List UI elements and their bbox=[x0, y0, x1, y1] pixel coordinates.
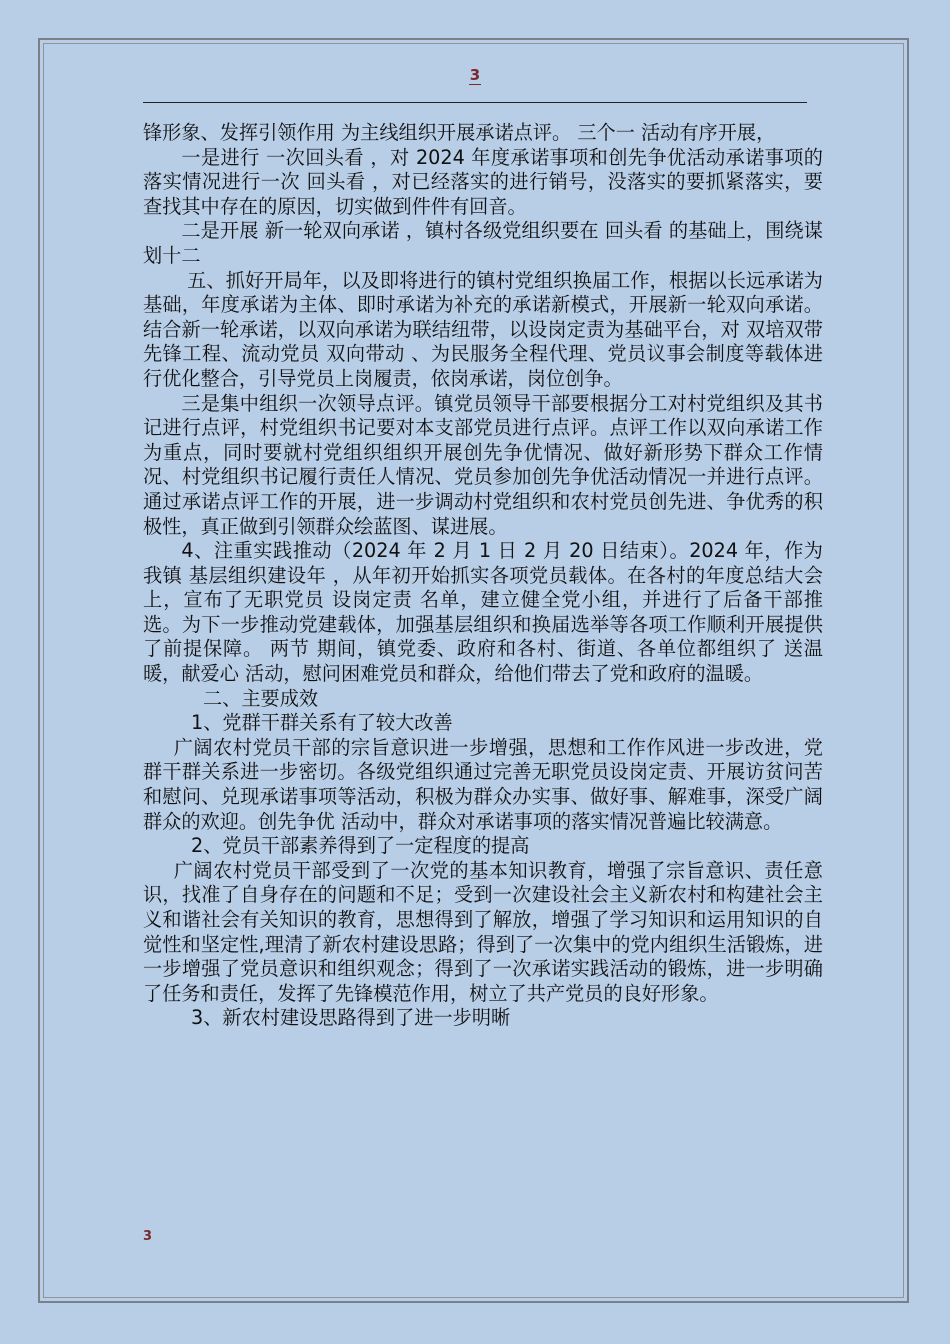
footer-page-number: 3 bbox=[143, 1229, 153, 1244]
subsection-heading: 1、党群干群关系有了较大改善 bbox=[191, 711, 453, 735]
header-rule bbox=[143, 102, 807, 103]
paragraph: 二是开展 新一轮双向承诺 ，镇村各级党组织要在 回头看 的基础上，围绕谋划十二 bbox=[143, 219, 823, 267]
paragraph: 五、抓好开局年，以及即将进行的镇村党组织换届工作，根据以长远承诺为基础，年度承诺为主体、即时承诺为补充的承诺新模式，开展新一轮双向承诺。结合新一轮承诺，以双向承诺为联结纽带，以设岗定责为基础平台，对 双培双带 先锋工程、流动党员 双向带动 、为民服务全程代理、党员议事会制度等载体进行优化整合，引导党员上岗履责，依岗承诺，岗位创争。 bbox=[143, 268, 823, 390]
paragraph: 广阔农村党员干部的宗旨意识进一步增强，思想和工作作风进一步改进，党群干群关系进一步密切。各级党组织通过完善无职党员设岗定责、开展访贫问苦和慰问、兑现承诺事项等活动，积极为群众办实事、做好事、解难事，深受广阔群众的欢迎。创先争优 活动中，群众对承诺事项的落实情况普遍比较满意。 bbox=[143, 735, 823, 833]
paragraph: 广阔农村党员干部受到了一次党的基本知识教育，增强了宗旨意识、责任意识，找准了自身存在的问题和不足；受到一次建设社会主义新农村和构建社会主义和谐社会有关知识的教育，思想得到了解放，增强了学习知识和运用知识的自觉性和坚定性,理清了新农村建设思路；得到了一次集中的党内组织生活锻炼，进一步增强了党员意识和组织观念；得到了一次承诺实践活动的锻炼，进一步明确了任务和责任，发挥了先锋模范作用，树立了共产党员的良好形象。 bbox=[143, 858, 823, 1005]
subsection-heading: 2、党员干部素养得到了一定程度的提高 bbox=[191, 834, 530, 858]
paragraph: 一是进行 一次回头看 ，对 2024 年度承诺事项和创先争优活动承诺事项的落实情况进行一次 回头看 ，对已经落实的进行销号，没落实的要抓紧落实，要查找其中存在的原因，切实做到件件有回音。 bbox=[143, 145, 823, 218]
paragraph: 三是集中组织一次领导点评。镇党员领导干部要根据分工对村党组织及其书记进行点评，村党组织书记要对本支部党员进行点评。点评工作以双向承诺工作为重点，同时要就村党组织组织开展创先争优情况、做好新形势下群众工作情况、村党组织书记履行责任人情况、党员参加创先争优活动情况一并进行点评。通过承诺点评工作的开展，进一步调动村党组织和农村党员创先进、争优秀的积极性，真正做到引领群众绘蓝图、谋进展。 bbox=[143, 391, 823, 538]
section-heading: 二、主要成效 bbox=[203, 686, 319, 710]
paragraph: 4、注重实践推动（2024 年 2 月 1 日 2 月 20 日结束）。2024 年，作为我镇 基层组织建设年 ，从年初开始抓实各项党员载体。在各村的年度总结大会上，宣布了无职党员 设岗定责 名单，建立健全党小组，并进行了后备干部推选。为下一步推动党建载体，加强基层组织和换届选举等各项工作顺利开展提供了前提保障。 两节 期间，镇党委、政府和各村、街道、各单位都组织了 送温暖，献爱心 活动，慰问困难党员和群众，给他们带去了党和政府的温暖。 bbox=[143, 539, 823, 686]
header-page-number: 3 bbox=[469, 66, 481, 84]
document-body bbox=[143, 121, 823, 1031]
paragraph: 锋形象、发挥引领作用 为主线组织开展承诺点评。 三个一 活动有序开展， bbox=[143, 121, 776, 144]
subsection-heading: 3、新农村建设思路得到了进一步明晰 bbox=[191, 1006, 511, 1030]
